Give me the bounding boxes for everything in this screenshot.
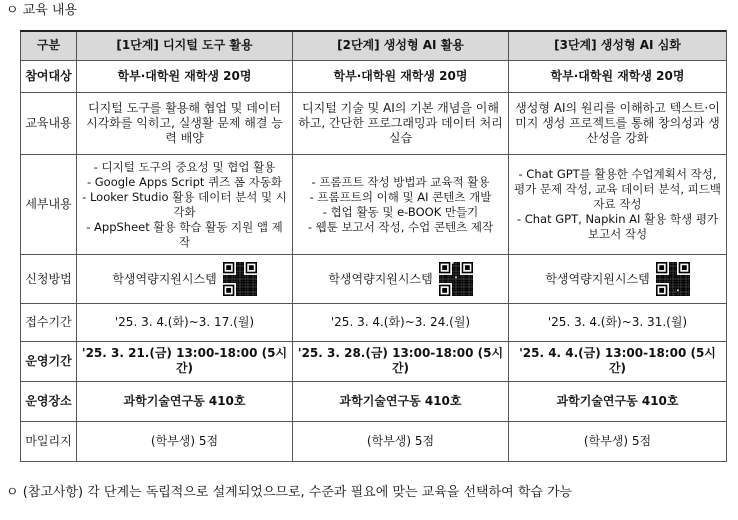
apply-method-text: 학생역량지원시스템 [328, 271, 433, 286]
place-cell: 과학기술연구동 410호 [293, 381, 509, 421]
content-cell: 디지털 기술 및 AI의 기본 개념을 이해하고, 간단한 프로그래밍과 데이터 처리 실습 [293, 93, 509, 155]
table-row [21, 421, 727, 461]
table-header-row [21, 31, 727, 61]
row-label-mileage: 마일리지 [21, 421, 77, 461]
target-cell: 학부·대학원 재학생 20명 [77, 61, 293, 93]
details-cell [293, 155, 509, 255]
row-label-content: 교육내용 [21, 93, 77, 155]
period-cell: '25. 3. 4.(화)~3. 17.(월) [77, 303, 293, 341]
place-cell: 과학기술연구동 410호 [77, 381, 293, 421]
detail-item: - 웹툰 보고서 작성, 수업 콘텐츠 제작 [307, 219, 494, 234]
schedule-cell: '25. 3. 21.(금) 13:00-18:00 (5시간) [77, 341, 293, 381]
table-row [21, 381, 727, 421]
apply-method-text: 학생역량지원시스템 [112, 271, 217, 286]
content-cell: 생성형 AI의 원리를 이해하고 텍스트·이미지 생성 프로젝트를 통해 창의성과 생산성을 강화 [509, 93, 727, 155]
place-cell: 과학기술연구동 410호 [509, 381, 727, 421]
apply-cell [293, 255, 509, 303]
detail-item: - 디지털 도구의 중요성 및 협업 활용 [93, 159, 276, 174]
schedule-cell: '25. 3. 28.(금) 13:00-18:00 (5시간) [293, 341, 509, 381]
table-row [21, 61, 727, 93]
target-cell: 학부·대학원 재학생 20명 [293, 61, 509, 93]
column-header-stage2: [2단계] 생성형 AI 활용 [293, 31, 509, 61]
table-row [21, 303, 727, 341]
table-row [21, 255, 727, 303]
footnote: ㅇ (참고사항) 각 단계는 독립적으로 설계되었으므로, 수준과 필요에 맞는 교육을 선택하여 학습 가능 [6, 485, 573, 500]
detail-item: - Google Apps Script 퀴즈 폼 자동화 [86, 174, 283, 189]
apply-method-text: 학생역량지원시스템 [545, 271, 650, 286]
section-heading: ㅇ 교육 내용 [6, 3, 78, 18]
mileage-cell: (학부생) 5점 [77, 421, 293, 461]
detail-item: - Chat GPT, Napkin AI 활용 학생 평가 보고서 작성 [516, 212, 719, 242]
qr-code-icon[interactable] [656, 262, 690, 296]
table-row [21, 93, 727, 155]
period-cell: '25. 3. 4.(화)~3. 31.(월) [509, 303, 727, 341]
apply-cell [77, 255, 293, 303]
detail-item: - 프롬프트 작성 방법과 교육적 활용 [311, 174, 490, 189]
mileage-cell: (학부생) 5점 [509, 421, 727, 461]
detail-item: - Looker Studio 활용 데이터 분석 및 시각화 [82, 189, 287, 219]
mileage-cell: (학부생) 5점 [293, 421, 509, 461]
detail-item: - Chat GPT를 활용한 수업계획서 작성, 평가 문제 작성, 교육 데이터 분석, 피드백 자료 작성 [514, 167, 721, 212]
detail-item: - 프롬프트의 이해 및 AI 콘텐츠 개발 [309, 189, 492, 204]
table-row [21, 341, 727, 381]
education-table [20, 30, 727, 462]
column-header: 구분 [21, 31, 77, 61]
qr-code-icon[interactable] [223, 262, 257, 296]
detail-item: - AppSheet 활용 학습 활동 지원 앱 제작 [86, 219, 283, 249]
apply-cell [509, 255, 727, 303]
detail-item: - 협업 활동 및 e-BOOK 만들기 [322, 204, 479, 219]
row-label-apply: 신청방법 [21, 255, 77, 303]
details-cell [509, 155, 727, 255]
details-cell [77, 155, 293, 255]
row-label-target: 참여대상 [21, 61, 77, 93]
schedule-cell: '25. 4. 4.(금) 13:00-18:00 (5시간) [509, 341, 727, 381]
content-cell: 디지털 도구를 활용해 협업 및 데이터 시각화를 익히고, 실생활 문제 해결 능력 배양 [77, 93, 293, 155]
row-label-period: 접수기간 [21, 303, 77, 341]
row-label-place: 운영장소 [21, 381, 77, 421]
table-row [21, 155, 727, 255]
column-header-stage1: [1단계] 디지털 도구 활용 [77, 31, 293, 61]
target-cell: 학부·대학원 재학생 20명 [509, 61, 727, 93]
row-label-schedule: 운영기간 [21, 341, 77, 381]
row-label-details: 세부내용 [21, 155, 77, 255]
column-header-stage3: [3단계] 생성형 AI 심화 [509, 31, 727, 61]
table-top-rule [20, 30, 726, 32]
period-cell: '25. 3. 4.(화)~3. 24.(월) [293, 303, 509, 341]
qr-code-icon[interactable] [439, 262, 473, 296]
